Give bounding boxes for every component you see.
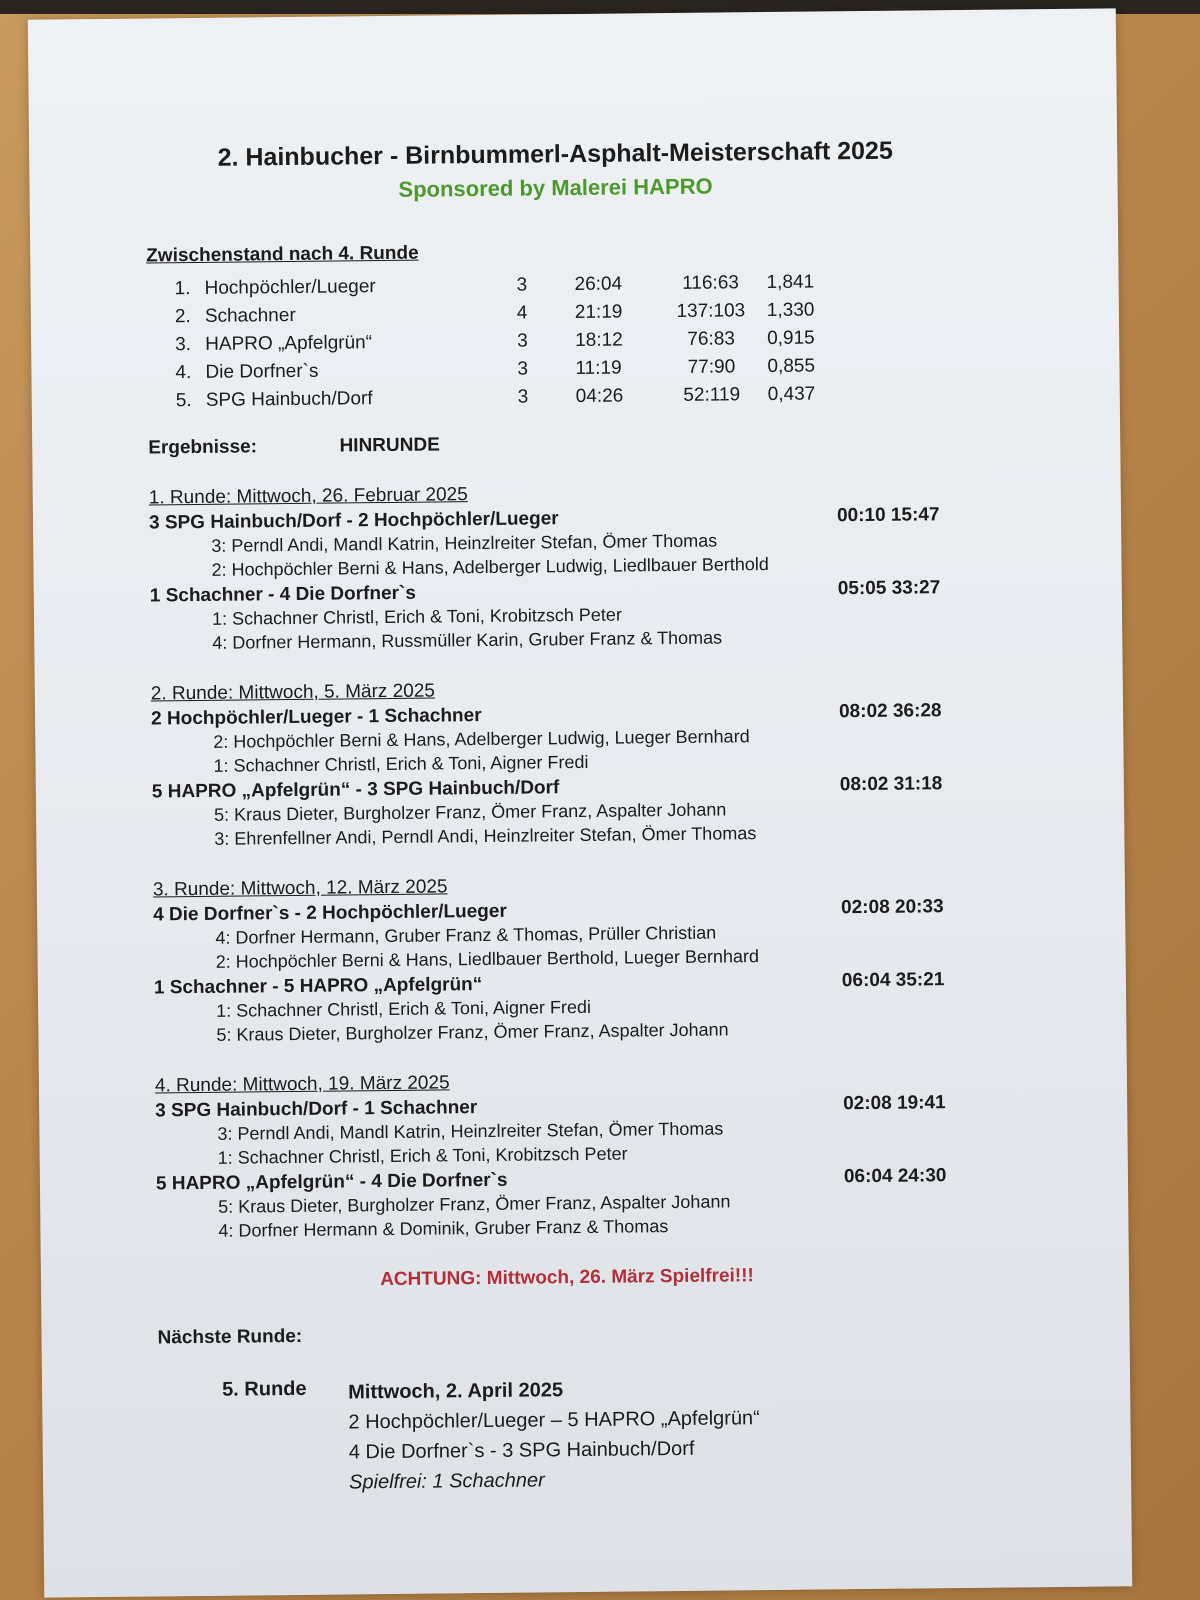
player-list: 4: Dorfner Hermann & Dominik, Gruber Franz & Thomas [218, 1216, 669, 1241]
rounds-list [149, 479, 977, 1244]
document-title: 2. Hainbucher - Birnbummerl-Asphalt-Meisterschaft 2025 [217, 136, 893, 172]
match-result: 08:02 31:18 [839, 773, 943, 796]
player-list: 5: Kraus Dieter, Burgholzer Franz, Ömer Franz, Aspalter Johann [218, 1191, 731, 1217]
player-list: 4: Dorfner Hermann, Russmüller Karin, Gruber Franz & Thomas [212, 627, 723, 653]
standings-quotient: 0,855 [767, 355, 816, 378]
standings-time: 04:26 [575, 385, 624, 408]
next-round-block [158, 1371, 979, 1500]
round-section [153, 871, 975, 1048]
standings-quotient: 0,915 [767, 327, 815, 350]
player-list: 2: Hochpöchler Berni & Hans, Adelberger Ludwig, Lueger Bernhard [213, 726, 750, 752]
alert-notice: ACHTUNG: Mittwoch, 26. März Spielfrei!!! [380, 1265, 754, 1291]
standings-heading: Zwischenstand nach 4. Runde [146, 242, 419, 267]
standings-rank: 5. [175, 390, 192, 412]
next-round-label: 5. Runde [222, 1377, 307, 1401]
standings-table [174, 268, 847, 415]
standings-games: 3 [516, 274, 528, 296]
standings-score: 137:103 [676, 300, 746, 322]
match-result: 02:08 19:41 [843, 1092, 946, 1115]
standings-games: 4 [516, 302, 528, 324]
standings-rank: 1. [174, 278, 191, 300]
player-list: 3: Perndl Andi, Mandl Katrin, Heinzlreiter Stefan, Ömer Thomas [217, 1118, 724, 1144]
next-round-match: 4 Die Dorfner`s - 3 SPG Hainbuch/Dorf [348, 1437, 695, 1464]
standings-rank: 3. [175, 334, 192, 356]
match-result: 06:04 24:30 [843, 1165, 947, 1188]
match-title: 4 Die Dorfner`s - 2 Hochpöchler/Lueger [153, 900, 507, 926]
results-header [148, 429, 968, 460]
standings-rank: 2. [174, 306, 191, 328]
standings-time: 26:04 [574, 273, 623, 296]
match-title: 5 HAPRO „Apfelgrün“ - 3 SPG Hainbuch/Dorf [151, 777, 560, 803]
standings-score: 52:119 [683, 384, 741, 406]
round-heading: 3. Runde: Mittwoch, 12. März 2025 [152, 876, 448, 901]
match-result: 06:04 35:21 [841, 969, 945, 992]
results-phase: HINRUNDE [339, 434, 440, 457]
match-title: 3 SPG Hainbuch/Dorf - 1 Schachner [155, 1097, 478, 1122]
player-list: 1: Schachner Christl, Erich & Toni, Krobitzsch Peter [217, 1143, 628, 1168]
match-title: 5 HAPRO „Apfelgrün“ - 4 Die Dorfner`s [155, 1169, 508, 1195]
standings-team: Hochpöchler/Lueger [204, 276, 376, 299]
round-section [151, 675, 973, 852]
match-result: 08:02 36:28 [838, 700, 942, 723]
player-list: 2: Hochpöchler Berni & Hans, Liedlbauer Berthold, Lueger Bernhard [215, 946, 760, 972]
document-content [145, 136, 979, 1500]
match-title: 3 SPG Hainbuch/Dorf - 2 Hochpöchler/Lueger [148, 508, 559, 534]
standings-games: 3 [517, 386, 529, 408]
next-round-match: 2 Hochpöchler/Lueger – 5 HAPRO „Apfelgrün“ [348, 1407, 760, 1434]
standings-team: SPG Hainbuch/Dorf [205, 388, 373, 411]
player-list: 3: Perndl Andi, Mandl Katrin, Heinzlreiter Stefan, Ömer Thomas [211, 530, 718, 556]
match-title: 1 Schachner - 4 Die Dorfner`s [149, 582, 416, 607]
standings-time: 21:19 [574, 301, 623, 324]
match-result: 02:08 20:33 [841, 896, 944, 919]
standings-team: Schachner [204, 304, 296, 327]
standings-quotient: 1,841 [766, 271, 815, 294]
match-result: 00:10 15:47 [836, 504, 940, 527]
standings-games: 3 [517, 358, 529, 380]
player-list: 1: Schachner Christl, Erich & Toni, Krobitzsch Peter [211, 604, 622, 629]
standings-row [176, 380, 848, 415]
standings-team: Die Dorfner`s [205, 360, 319, 383]
match-result: 05:05 33:27 [837, 577, 941, 600]
round-section [149, 479, 971, 656]
next-round-date: Mittwoch, 2. April 2025 [348, 1379, 564, 1404]
round-section [155, 1067, 977, 1244]
results-label: Ergebnisse: [148, 436, 258, 459]
standings-rank: 4. [175, 362, 192, 384]
next-round-free: Spielfrei: 1 Schachner [348, 1469, 545, 1494]
round-heading: 2. Runde: Mittwoch, 5. März 2025 [150, 680, 436, 705]
standings-team: HAPRO „Apfelgrün“ [205, 332, 373, 355]
standings-quotient: 1,330 [766, 299, 815, 322]
player-list: 3: Ehrenfellner Andi, Perndl Andi, Heinzlreiter Stefan, Ömer Thomas [214, 823, 757, 849]
standings-quotient: 0,437 [767, 383, 816, 406]
paper-sheet [28, 8, 1132, 1597]
match-title: 2 Hochpöchler/Lueger - 1 Schachner [150, 705, 482, 730]
player-list: 4: Dorfner Hermann, Gruber Franz & Thomas, Prüller Christian [215, 922, 717, 948]
standings-score: 116:63 [682, 272, 740, 294]
player-list: 2: Hochpöchler Berni & Hans, Adelberger Ludwig, Liedlbauer Berthold [211, 554, 769, 580]
standings-score: 76:83 [687, 328, 736, 350]
standings-score: 77:90 [687, 356, 736, 378]
standings-games: 3 [517, 330, 528, 352]
next-round-heading: Nächste Runde: [157, 1325, 303, 1349]
round-heading: 4. Runde: Mittwoch, 19. März 2025 [154, 1072, 450, 1097]
standings-time: 11:19 [575, 357, 622, 380]
player-list: 5: Kraus Dieter, Burgholzer Franz, Ömer Franz, Aspalter Johann [213, 799, 727, 825]
player-list: 1: Schachner Christl, Erich & Toni, Aigner Fredi [216, 996, 592, 1021]
next-round-details [348, 1373, 761, 1497]
player-list: 5: Kraus Dieter, Burgholzer Franz, Ömer Franz, Aspalter Johann [216, 1019, 729, 1045]
player-list: 1: Schachner Christl, Erich & Toni, Aigner Fredi [213, 751, 589, 776]
match-title: 1 Schachner - 5 HAPRO „Apfelgrün“ [153, 974, 483, 999]
standings-time: 18:12 [575, 329, 623, 352]
sponsor-line: Sponsored by Malerei HAPRO [398, 173, 713, 202]
round-heading: 1. Runde: Mittwoch, 26. Februar 2025 [148, 484, 468, 509]
